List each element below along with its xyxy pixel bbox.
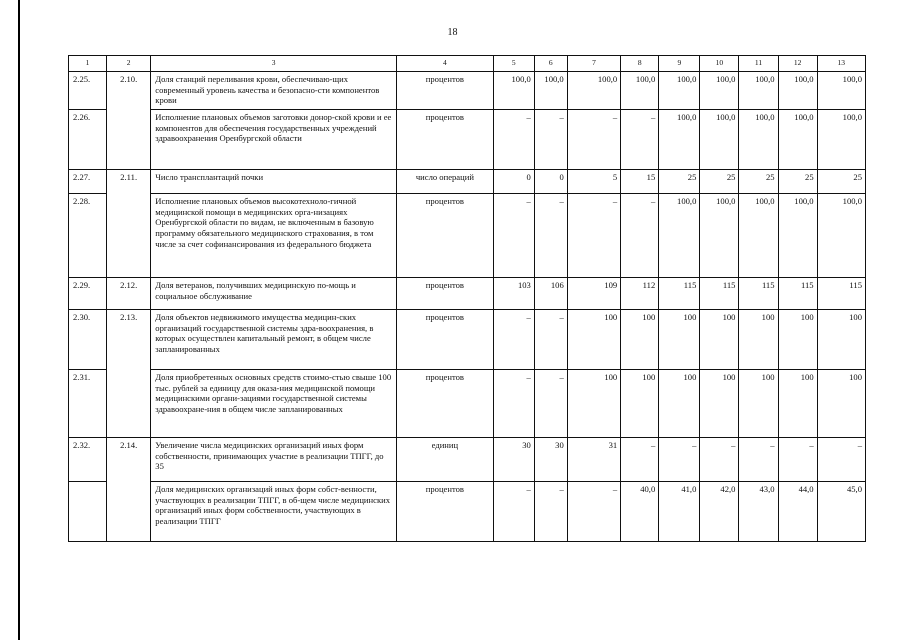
- indicator-name-cell: Доля объектов недвижимого имущества медицин-ских организаций государственной системы здра-воохранения, в которых осуществлен капитальный ремонт, в общем числе запланированных: [151, 310, 397, 370]
- value-cell: 25: [659, 170, 700, 194]
- value-cell: 100: [700, 310, 739, 370]
- col-header: 11: [739, 56, 778, 72]
- value-cell: –: [778, 438, 817, 482]
- col-header: 4: [397, 56, 494, 72]
- indicator-name-cell: Увеличение числа медицинских организаций иных форм собственности, принимающих участие в реализации ТПГГ, до 35: [151, 438, 397, 482]
- subprogram-number-cell: [107, 370, 151, 438]
- table-row: [69, 72, 866, 110]
- value-cell: 100,0: [778, 72, 817, 110]
- table-row: [69, 194, 866, 278]
- value-cell: 100,0: [778, 110, 817, 170]
- value-cell: 31: [567, 438, 620, 482]
- value-cell: 25: [739, 170, 778, 194]
- value-cell: 25: [778, 170, 817, 194]
- row-number-cell: 2.25.: [69, 72, 107, 110]
- col-header: 5: [493, 56, 534, 72]
- value-cell: 115: [817, 278, 865, 310]
- value-cell: 30: [493, 438, 534, 482]
- value-cell: 100: [778, 310, 817, 370]
- value-cell: –: [493, 194, 534, 278]
- indicator-name-cell: Доля медицинских организаций иных форм собст-венности, участвующих в реализации ТПГГ, в об-щем числе медицинских организаций иных форм собственности, участвующих в реализации ТПГГ: [151, 482, 397, 542]
- value-cell: –: [534, 370, 567, 438]
- subprogram-number-cell: 2.11.: [107, 170, 151, 194]
- indicator-table: [68, 55, 866, 542]
- value-cell: –: [534, 194, 567, 278]
- value-cell: 15: [621, 170, 659, 194]
- table-row: [69, 482, 866, 542]
- col-header: 6: [534, 56, 567, 72]
- value-cell: 100: [739, 310, 778, 370]
- indicator-name-cell: Исполнение плановых объемов заготовки донор-ской крови и ее компонентов для обеспечения государственных учреждений здравоохранения Оренбургской области: [151, 110, 397, 170]
- value-cell: 25: [817, 170, 865, 194]
- page-number: 18: [447, 27, 458, 38]
- value-cell: –: [621, 438, 659, 482]
- value-cell: –: [493, 310, 534, 370]
- subprogram-number-cell: [107, 194, 151, 278]
- col-header: 8: [621, 56, 659, 72]
- header-row: [69, 56, 866, 72]
- scan-edge-bar: [18, 0, 20, 640]
- value-cell: –: [493, 370, 534, 438]
- value-cell: –: [700, 438, 739, 482]
- value-cell: 100,0: [700, 72, 739, 110]
- value-cell: 42,0: [700, 482, 739, 542]
- value-cell: 100,0: [493, 72, 534, 110]
- value-cell: –: [621, 194, 659, 278]
- value-cell: –: [817, 438, 865, 482]
- value-cell: 100: [621, 370, 659, 438]
- value-cell: 41,0: [659, 482, 700, 542]
- value-cell: 100,0: [739, 72, 778, 110]
- unit-cell: процентов: [397, 110, 494, 170]
- value-cell: 0: [534, 170, 567, 194]
- unit-cell: процентов: [397, 72, 494, 110]
- value-cell: 100,0: [567, 72, 620, 110]
- subprogram-number-cell: 2.13.: [107, 310, 151, 370]
- value-cell: 100: [739, 370, 778, 438]
- value-cell: 100: [817, 370, 865, 438]
- value-cell: 100,0: [817, 110, 865, 170]
- subprogram-number-cell: [107, 110, 151, 170]
- value-cell: 115: [700, 278, 739, 310]
- row-number-cell: 2.26.: [69, 110, 107, 170]
- indicator-name-cell: Исполнение плановых объемов высокотехноло-гичной медицинской помощи в медицинских орга-низациях Оренбургской области по видам, не включенным в базовую программу обязательного медицинского страхования, в том числе за счет софинансирования из федерального бюджета: [151, 194, 397, 278]
- value-cell: 115: [739, 278, 778, 310]
- subprogram-number-cell: 2.12.: [107, 278, 151, 310]
- row-number-cell: 2.28.: [69, 194, 107, 278]
- row-number-cell: 2.30.: [69, 310, 107, 370]
- value-cell: 43,0: [739, 482, 778, 542]
- value-cell: 100: [659, 310, 700, 370]
- table-row: [69, 310, 866, 370]
- value-cell: 5: [567, 170, 620, 194]
- value-cell: 100: [621, 310, 659, 370]
- subprogram-number-cell: 2.10.: [107, 72, 151, 110]
- row-number-cell: 2.27.: [69, 170, 107, 194]
- row-number-cell: 2.31.: [69, 370, 107, 438]
- value-cell: –: [534, 310, 567, 370]
- table-row: [69, 438, 866, 482]
- value-cell: 100,0: [817, 72, 865, 110]
- value-cell: 100,0: [659, 72, 700, 110]
- indicator-name-cell: Доля приобретенных основных средств стоимо-стью свыше 100 тыс. рублей за единицу для оказа-ния медицинской помощи медицинскими органи-зациями государственной системы здравоохране-ния в общем числе запланированных: [151, 370, 397, 438]
- value-cell: 100: [817, 310, 865, 370]
- value-cell: 112: [621, 278, 659, 310]
- value-cell: –: [659, 438, 700, 482]
- value-cell: 100: [700, 370, 739, 438]
- col-header: 13: [817, 56, 865, 72]
- subprogram-number-cell: 2.14.: [107, 438, 151, 482]
- value-cell: –: [621, 110, 659, 170]
- unit-cell: процентов: [397, 278, 494, 310]
- col-header: 7: [567, 56, 620, 72]
- table-row: [69, 370, 866, 438]
- row-number-cell: [69, 482, 107, 542]
- value-cell: 103: [493, 278, 534, 310]
- value-cell: 30: [534, 438, 567, 482]
- unit-cell: единиц: [397, 438, 494, 482]
- value-cell: 100,0: [700, 194, 739, 278]
- value-cell: 100: [778, 370, 817, 438]
- value-cell: 25: [700, 170, 739, 194]
- value-cell: 115: [778, 278, 817, 310]
- table-row: [69, 170, 866, 194]
- value-cell: 100: [567, 310, 620, 370]
- indicator-name-cell: Доля станций переливания крови, обеспечиваю-щих современный уровень качества и безопасно-сти компонентов крови: [151, 72, 397, 110]
- value-cell: 100,0: [739, 194, 778, 278]
- value-cell: 100,0: [534, 72, 567, 110]
- value-cell: 100,0: [659, 194, 700, 278]
- value-cell: 40,0: [621, 482, 659, 542]
- indicator-name-cell: Доля ветеранов, получивших медицинскую по-мощь и социальное обслуживание: [151, 278, 397, 310]
- table-row: [69, 278, 866, 310]
- value-cell: 100: [659, 370, 700, 438]
- value-cell: –: [534, 110, 567, 170]
- value-cell: 100: [567, 370, 620, 438]
- value-cell: 100,0: [817, 194, 865, 278]
- value-cell: –: [567, 110, 620, 170]
- col-header: 9: [659, 56, 700, 72]
- indicator-name-cell: Число трансплантаций почки: [151, 170, 397, 194]
- col-header: 12: [778, 56, 817, 72]
- row-number-cell: 2.32.: [69, 438, 107, 482]
- value-cell: –: [493, 110, 534, 170]
- value-cell: 0: [493, 170, 534, 194]
- value-cell: –: [534, 482, 567, 542]
- unit-cell: процентов: [397, 370, 494, 438]
- col-header: 10: [700, 56, 739, 72]
- value-cell: 115: [659, 278, 700, 310]
- col-header: 1: [69, 56, 107, 72]
- unit-cell: число операций: [397, 170, 494, 194]
- value-cell: 44,0: [778, 482, 817, 542]
- value-cell: 106: [534, 278, 567, 310]
- value-cell: –: [567, 194, 620, 278]
- subprogram-number-cell: [107, 482, 151, 542]
- value-cell: –: [567, 482, 620, 542]
- value-cell: –: [739, 438, 778, 482]
- value-cell: 100,0: [700, 110, 739, 170]
- value-cell: 109: [567, 278, 620, 310]
- table-row: [69, 110, 866, 170]
- value-cell: 100,0: [739, 110, 778, 170]
- value-cell: 100,0: [659, 110, 700, 170]
- unit-cell: процентов: [397, 310, 494, 370]
- row-number-cell: 2.29.: [69, 278, 107, 310]
- value-cell: –: [493, 482, 534, 542]
- col-header: 2: [107, 56, 151, 72]
- value-cell: 100,0: [621, 72, 659, 110]
- value-cell: 45,0: [817, 482, 865, 542]
- unit-cell: процентов: [397, 482, 494, 542]
- unit-cell: процентов: [397, 194, 494, 278]
- value-cell: 100,0: [778, 194, 817, 278]
- col-header: 3: [151, 56, 397, 72]
